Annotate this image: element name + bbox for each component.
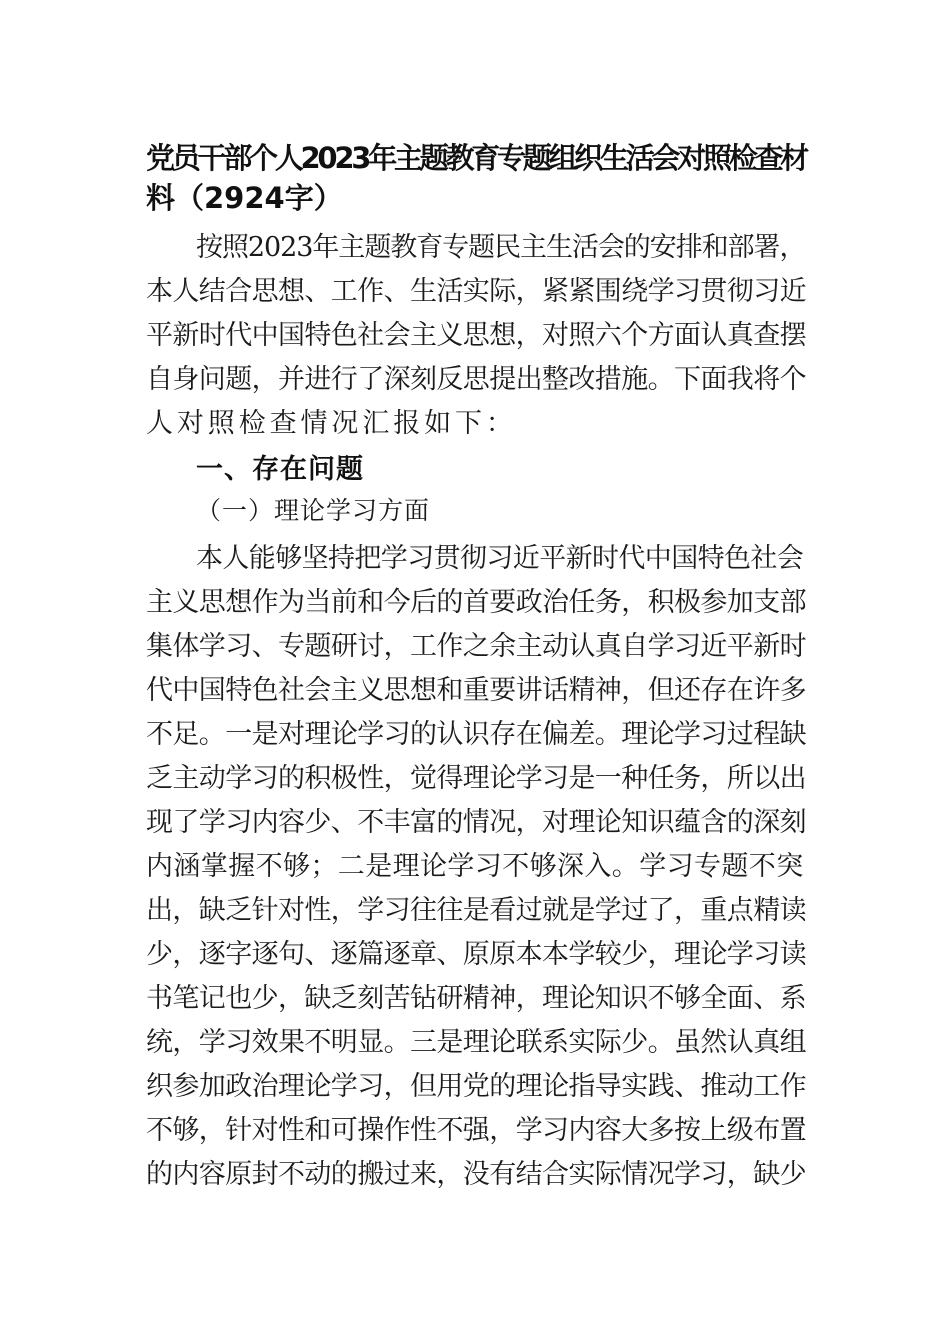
- intro-line-4: 自身问题，并进行了深刻反思提出整改措施。下面我将个: [146, 364, 806, 395]
- section-line-7: 现了学习内容少、不丰富的情况，对理论知识蕴含的深刻: [146, 807, 806, 838]
- section-line-12: 统，学习效果不明显。三是理论联系实际少。虽然认真组: [146, 1027, 806, 1058]
- subsection-heading: （一）理论学习方面: [196, 496, 431, 525]
- section-line-8: 内涵掌握不够；二是理论学习不够深入。学习专题不突: [146, 851, 804, 882]
- document-title-line-1: 党员干部个人2023年主题教育专题组织生活会对照检查材: [146, 141, 806, 175]
- intro-line-2: 本人结合思想、工作、生活实际，紧紧围绕学习贯彻习近: [146, 276, 806, 307]
- section-line-4: 代中国特色社会主义思想和重要讲话精神，但还存在许多: [146, 675, 806, 706]
- section-line-10: 少，逐字逐句、逐篇逐章、原原本本学较少，理论学习读: [146, 939, 806, 970]
- section-line-5: 不足。一是对理论学习的认识存在偏差。理论学习过程缺: [146, 719, 806, 750]
- section-line-3: 集体学习、专题研讨，工作之余主动认真自学习近平新时: [146, 631, 806, 662]
- section-line-9: 出，缺乏针对性，学习往往是看过就是学过了，重点精读: [146, 895, 806, 926]
- section-line-14: 不够，针对性和可操作性不强，学习内容大多按上级布置: [146, 1115, 806, 1146]
- document-title-line-2: 料（2924字）: [146, 181, 343, 215]
- section-line-15: 的内容原封不动的搬过来，没有结合实际情况学习，缺少: [146, 1159, 806, 1190]
- intro-line-3: 平新时代中国特色社会主义思想，对照六个方面认真查摆: [146, 320, 806, 351]
- intro-line-5: 人对照检查情况汇报如下：: [146, 408, 517, 439]
- section-line-1: 本人能够坚持把学习贯彻习近平新时代中国特色社会: [196, 543, 804, 574]
- section-line-13: 织参加政治理论学习，但用党的理论指导实践、推动工作: [146, 1071, 806, 1102]
- section-line-2: 主义思想作为当前和今后的首要政治任务，积极参加支部: [146, 587, 806, 618]
- section-line-6: 乏主动学习的积极性，觉得理论学习是一种任务，所以出: [146, 763, 806, 794]
- intro-line-1: 按照2023年主题教育专题民主生活会的安排和部署，: [196, 232, 806, 263]
- section-heading: 一、存在问题: [196, 454, 364, 485]
- section-line-11: 书笔记也少，缺乏刻苦钻研精神，理论知识不够全面、系: [146, 983, 806, 1014]
